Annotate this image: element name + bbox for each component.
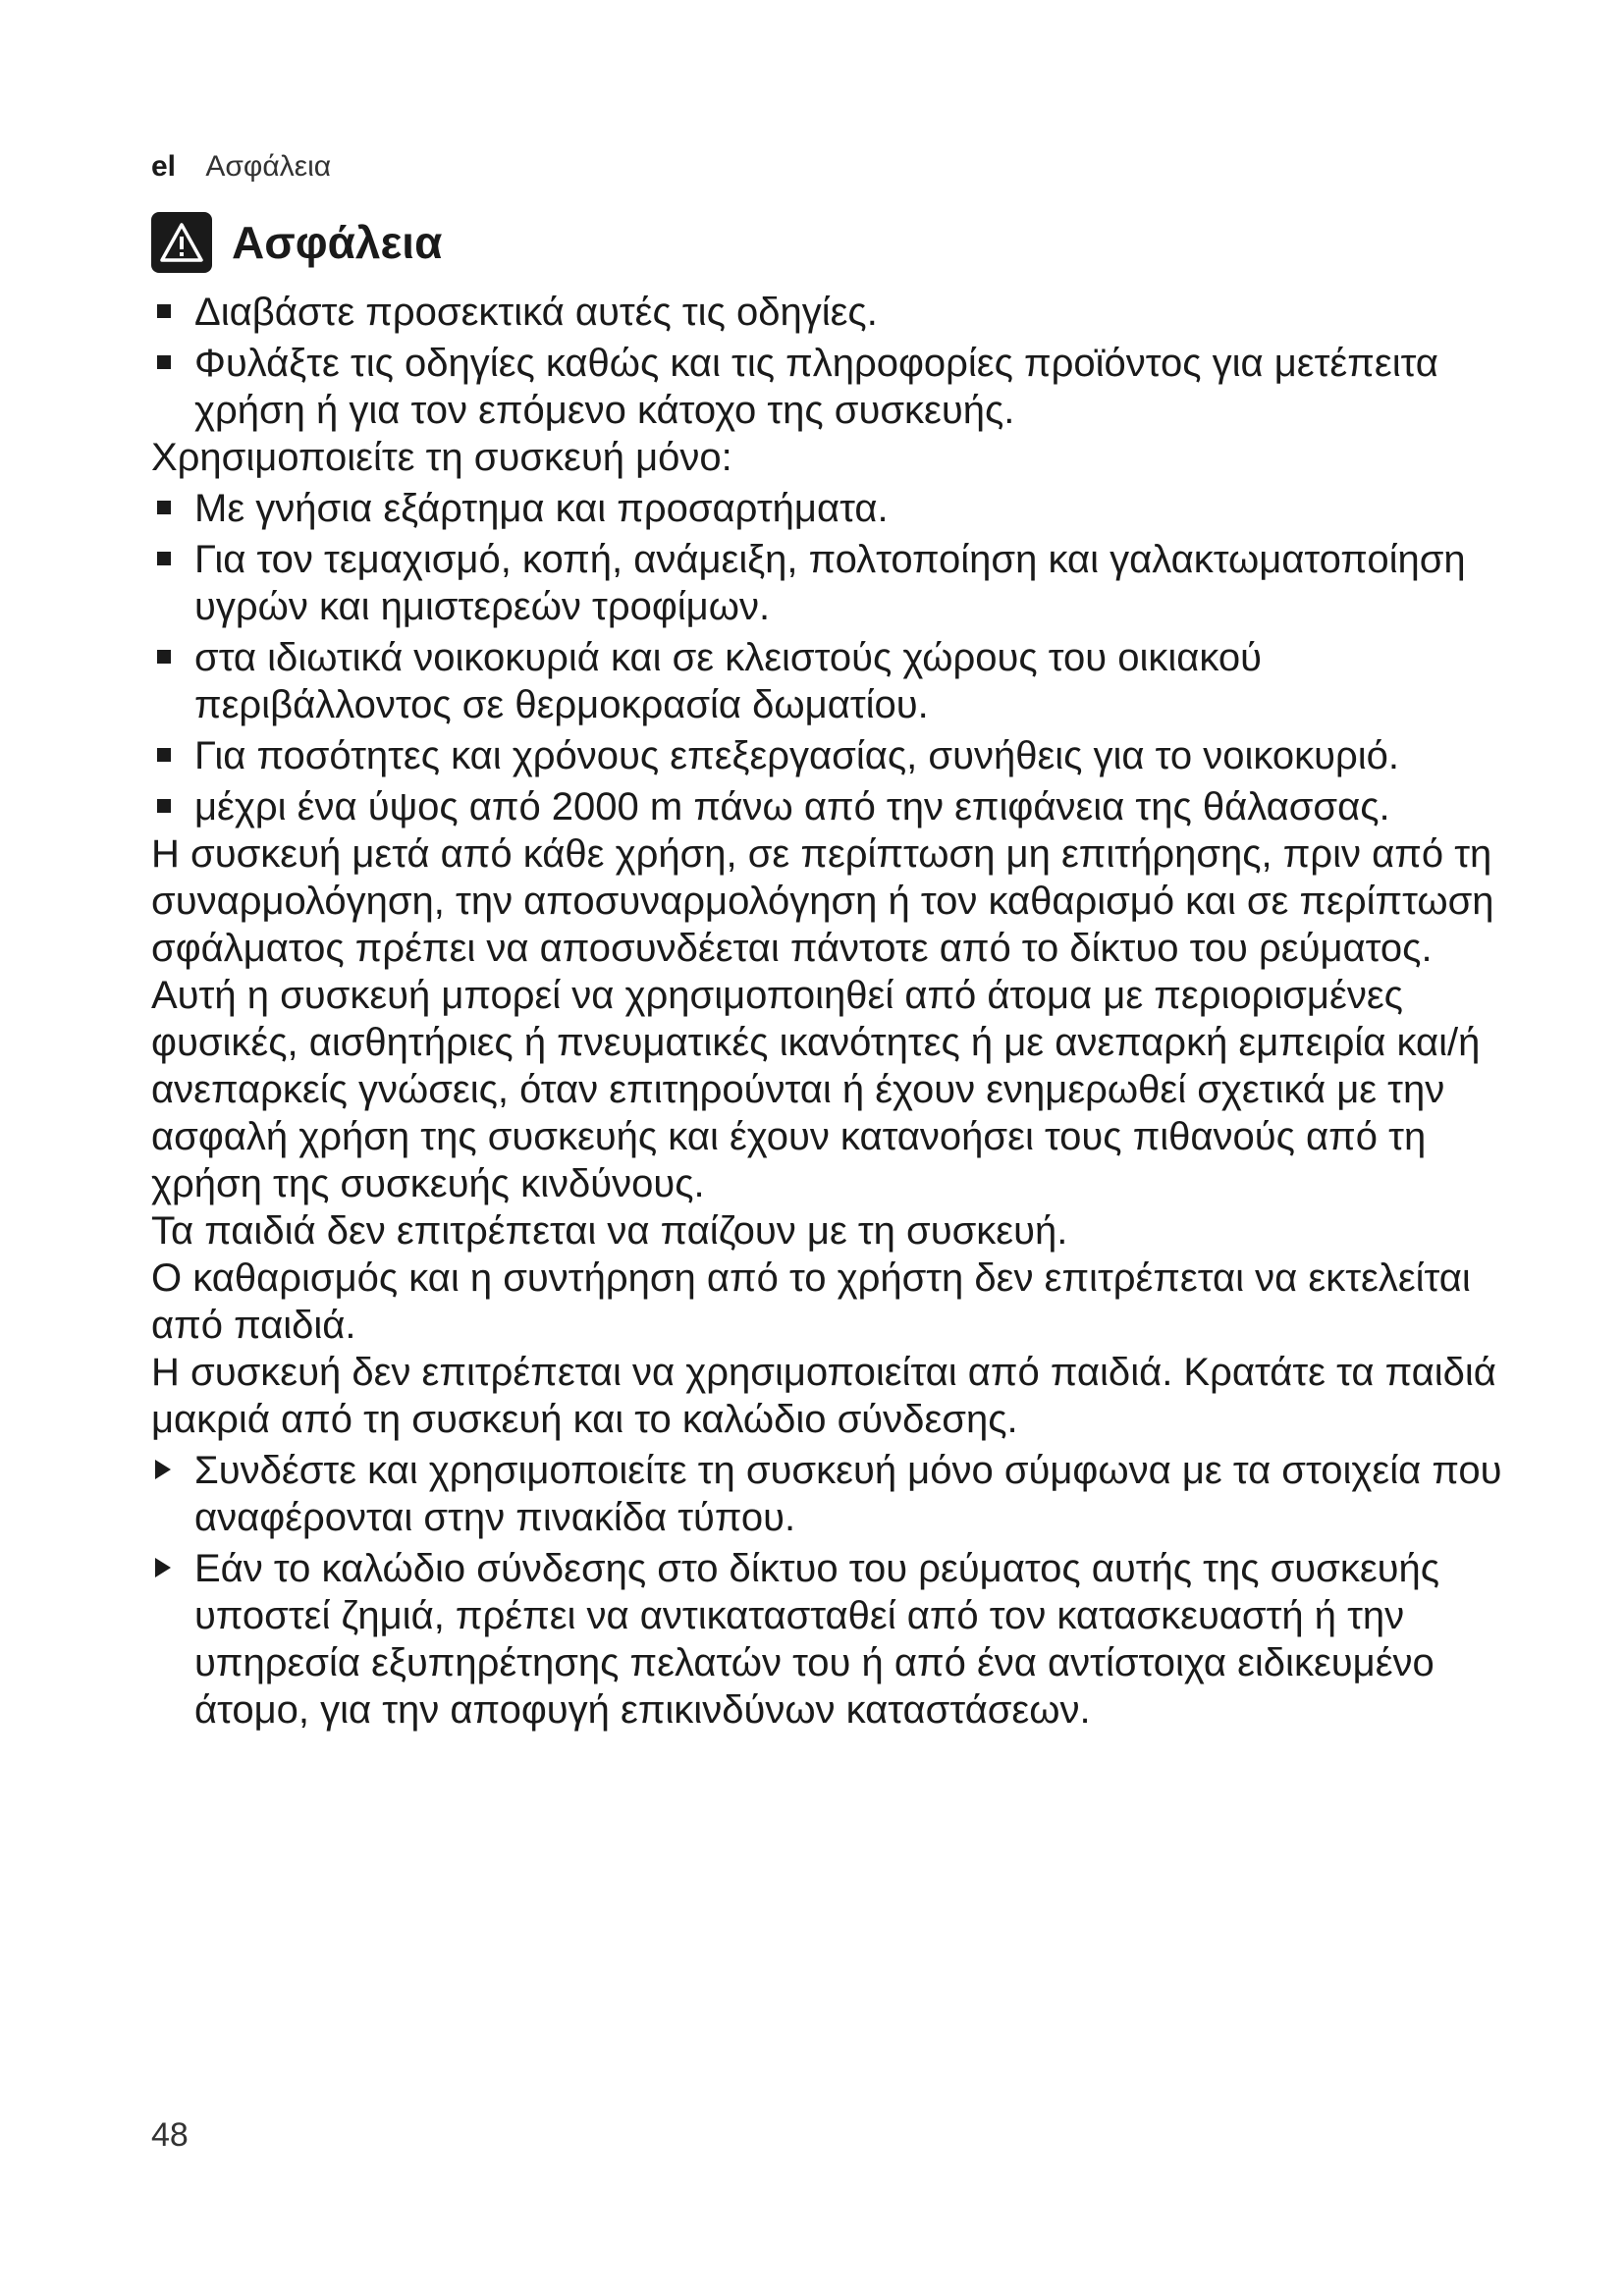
bullet-square-icon xyxy=(157,355,171,369)
block-text: Η συσκευή δεν επιτρέπεται να χρησιμοποιείται από παιδιά. Κρατάτε τα παιδιά μακριά από τη συσκευή και το καλώδιο σύνδεσης. xyxy=(151,1351,1496,1441)
bullet-item xyxy=(151,289,1506,336)
page-title: Ασφάλεια xyxy=(232,217,443,268)
block-text: Εάν το καλώδιο σύνδεσης στο δίκτυο του ρεύματος αυτής της συσκευής υποστεί ζημιά, πρέπει να αντικατασταθεί από τον κατασκευαστή ή την υπηρεσία εξυπηρέτησης πελατών του ή από ένα αντίστοιχα ειδικευμένο άτομο, για την αποφυγή επικινδύνων καταστάσεων. xyxy=(194,1547,1440,1732)
bullet-item xyxy=(151,536,1506,630)
action-step xyxy=(151,1545,1506,1734)
block-text: Αυτή η συσκευή μπορεί να χρησιμοποιηθεί από άτομα με περιορισμένες φυσικές, αισθητήριες ή πνευματικές ικανότητες ή με ανεπαρκή εμπειρία και/ή ανεπαρκείς γνώσεις, όταν επιτηρούνται ή έχουν ενημερωθεί σχετικά με την ασφαλή χρήση της συσκευής και έχουν κατανοήσει τους πιθανούς από τη χρήση της συσκευής κινδύνους. xyxy=(151,974,1481,1205)
bullet-square-icon xyxy=(157,748,171,762)
paragraph xyxy=(151,1207,1506,1255)
action-step xyxy=(151,1447,1506,1541)
block-text: Φυλάξτε τις οδηγίες καθώς και τις πληροφορίες προϊόντος για μετέπειτα χρήση ή για τον επόμενο κάτοχο της συσκευής. xyxy=(194,342,1438,432)
bullet-square-icon xyxy=(157,650,171,664)
bullet-square-icon xyxy=(157,501,171,514)
block-text: Διαβάστε προσεκτικά αυτές τις οδηγίες. xyxy=(194,291,878,334)
bullet-item xyxy=(151,783,1506,830)
paragraph xyxy=(151,1349,1506,1443)
warning-icon xyxy=(151,212,212,273)
page-number: 48 xyxy=(151,2116,189,2154)
bullet-item xyxy=(151,634,1506,728)
paragraph xyxy=(151,434,1506,481)
bullet-item xyxy=(151,340,1506,434)
block-text: Ο καθαρισμός και η συντήρηση από το χρήστη δεν επιτρέπεται να εκτελείται από παιδιά. xyxy=(151,1256,1471,1347)
action-arrow-icon xyxy=(155,1460,171,1479)
block-text: Για τον τεμαχισμό, κοπή, ανάμειξη, πολτοποίηση και γαλακτωματοποίηση υγρών και ημιστερεών τροφίμων. xyxy=(194,538,1466,628)
block-text: Η συσκευή μετά από κάθε χρήση, σε περίπτωση μη επιτήρησης, πριν από τη συναρμολόγηση, την αποσυναρμολόγηση ή τον καθαρισμό και σε περίπτωση σφάλματος πρέπει να αποσυνδέεται πάντοτε από το δίκτυο του ρεύματος. xyxy=(151,832,1494,970)
block-text: Για ποσότητες και χρόνους επεξεργασίας, συνήθεις για το νοικοκυριό. xyxy=(194,734,1400,777)
block-text: Με γνήσια εξάρτημα και προσαρτήματα. xyxy=(194,487,889,530)
bullet-item xyxy=(151,732,1506,779)
paragraph xyxy=(151,1255,1506,1349)
block-text: Τα παιδιά δεν επιτρέπεται να παίζουν με τη συσκευή. xyxy=(151,1209,1068,1253)
paragraph xyxy=(151,972,1506,1207)
bullet-square-icon xyxy=(157,304,171,318)
block-text: Χρησιμοποιείτε τη συσκευή μόνο: xyxy=(151,436,732,479)
paragraph xyxy=(151,830,1506,972)
bullet-item xyxy=(151,485,1506,532)
section-heading xyxy=(151,211,442,274)
safety-instructions xyxy=(151,285,1506,1734)
running-section-title: Ασφάλεια xyxy=(205,150,332,183)
language-code: el xyxy=(151,150,177,183)
action-arrow-icon xyxy=(155,1558,171,1577)
bullet-square-icon xyxy=(157,552,171,565)
bullet-square-icon xyxy=(157,799,171,813)
block-text: Συνδέστε και χρησιμοποιείτε τη συσκευή μόνο σύμφωνα με τα στοιχεία που αναφέρονται στην πινακίδα τύπου. xyxy=(194,1449,1502,1539)
running-header xyxy=(151,147,331,187)
block-text: μέχρι ένα ύψος από 2000 m πάνω από την επιφάνεια της θάλασσας. xyxy=(194,785,1390,828)
block-text: στα ιδιωτικά νοικοκυριά και σε κλειστούς χώρους του οικιακού περιβάλλοντος σε θερμοκρασία δωματίου. xyxy=(194,636,1263,726)
